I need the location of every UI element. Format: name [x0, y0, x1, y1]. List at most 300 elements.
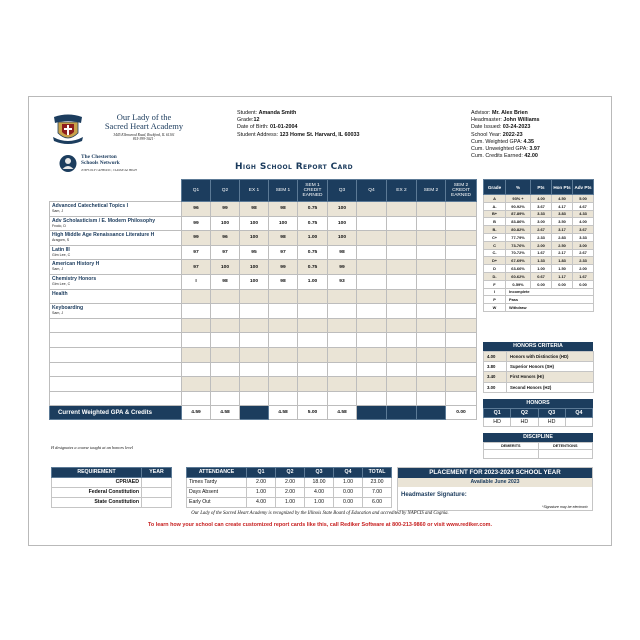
scale-row	[484, 249, 594, 257]
gpa-cell: 4.58	[211, 406, 240, 420]
grade-cell	[357, 347, 387, 362]
grade-cell: 93	[328, 274, 357, 289]
grade-cell	[211, 347, 240, 362]
code-row	[484, 304, 594, 312]
grade-cell	[357, 245, 387, 260]
code-row	[484, 296, 594, 304]
grades-col-header: SEM 1	[269, 180, 298, 202]
attendance-header: ATTENDANCE	[187, 468, 247, 478]
attendance-header: Q3	[305, 468, 334, 478]
scale-cell: 60-62%	[506, 272, 531, 280]
scale-cell: 2.33	[573, 257, 594, 265]
grade-cell	[446, 391, 477, 406]
scale-cell: B	[484, 218, 506, 226]
grade-cell	[211, 391, 240, 406]
grade-cell: 99	[211, 202, 240, 217]
grade-cell	[446, 245, 477, 260]
scale-cell: 3.83	[552, 210, 573, 218]
discipline-box	[483, 433, 593, 459]
grade-cell	[269, 318, 298, 333]
grade-cell: 98	[211, 274, 240, 289]
scale-header: Grade	[484, 180, 506, 195]
grade-cell	[298, 318, 328, 333]
course-row	[50, 289, 477, 304]
course-cell	[50, 202, 182, 217]
gpa-label: Current Weighted GPA & Credits	[50, 406, 182, 420]
gpa-cell	[387, 406, 417, 420]
course-cell	[50, 289, 182, 304]
code-letter: P	[484, 296, 506, 304]
course-name	[52, 333, 181, 334]
code-letter: W	[484, 304, 506, 312]
attendance-cell: 2.00	[276, 487, 305, 497]
course-cell	[50, 304, 182, 319]
grade-cell	[328, 377, 357, 392]
grade-cell	[269, 362, 298, 377]
course-name: Keyboarding	[52, 305, 84, 312]
scale-row	[484, 280, 594, 288]
attendance-cell: 0.00	[334, 487, 363, 497]
grade-cell	[446, 304, 477, 319]
grades-col-header: Q2	[211, 180, 240, 202]
attendance-cell: 6.00	[363, 497, 392, 507]
grade-cell	[240, 391, 269, 406]
scale-cell: 2.67	[573, 249, 594, 257]
scale-row	[484, 241, 594, 249]
grade-cell	[417, 304, 446, 319]
grade-cell	[387, 260, 417, 275]
course-row	[50, 260, 477, 275]
grade-cell: 99	[182, 216, 211, 231]
grade-cell	[240, 333, 269, 348]
grade-cell	[357, 377, 387, 392]
requirement-row	[52, 477, 172, 487]
grade-cell	[357, 260, 387, 275]
scale-cell: C+	[484, 233, 506, 241]
grade-cell	[357, 289, 387, 304]
scale-cell: 1.00	[531, 265, 552, 273]
scale-cell: 90-92%	[506, 202, 531, 210]
requirement-name: State Constitution	[52, 497, 142, 507]
placement-status: Available June 2023	[398, 478, 592, 487]
grade-cell	[211, 304, 240, 319]
grade-cell	[417, 216, 446, 231]
requirements-table	[51, 467, 172, 508]
scale-cell: 3.67	[573, 226, 594, 234]
scale-row	[484, 210, 594, 218]
grade-cell	[240, 362, 269, 377]
scale-cell: 77-79%	[506, 233, 531, 241]
grade-cell	[182, 362, 211, 377]
grade-cell	[182, 391, 211, 406]
requirement-name: Federal Constitution	[52, 487, 142, 497]
scale-header: Pts	[531, 180, 552, 195]
course-cell	[50, 347, 182, 362]
grade-cell	[328, 333, 357, 348]
attendance-header: Q2	[276, 468, 305, 478]
scale-cell: 1.67	[531, 249, 552, 257]
grade-cell	[298, 391, 328, 406]
attendance-cell: 23.00	[363, 477, 392, 487]
gpa-cell	[417, 406, 446, 420]
requirements-header: YEAR	[142, 468, 172, 478]
grade-cell	[417, 391, 446, 406]
honors-q-header: Q2	[511, 408, 538, 417]
grade-cell	[269, 347, 298, 362]
grade-cell	[387, 231, 417, 246]
grade-cell	[387, 216, 417, 231]
grade-cell	[298, 333, 328, 348]
grade-scale-table	[483, 179, 594, 312]
honors-q-value: HD	[511, 417, 538, 426]
scale-cell: 2.17	[552, 249, 573, 257]
grade-cell	[387, 274, 417, 289]
scale-cell: 3.50	[552, 218, 573, 226]
honors-desc: First Honors (HI)	[507, 372, 594, 382]
grade-cell	[446, 362, 477, 377]
grade-cell	[357, 231, 387, 246]
grades-table	[49, 179, 477, 420]
grade-cell	[417, 362, 446, 377]
scale-row	[484, 272, 594, 280]
scale-cell: 0.00	[552, 280, 573, 288]
grade-cell	[211, 362, 240, 377]
honors-desc: Second Honors (H2)	[507, 382, 594, 392]
grade-cell: 98	[269, 231, 298, 246]
grade-cell: 99	[182, 231, 211, 246]
grade-cell: 100	[240, 260, 269, 275]
grades-col-header: Q4	[357, 180, 387, 202]
code-meaning: Incomplete	[506, 288, 594, 296]
scale-cell: F	[484, 280, 506, 288]
attendance-cell: 1.00	[247, 487, 276, 497]
attendance-header-row	[187, 468, 392, 478]
honors-gpa: 3.80	[484, 361, 507, 371]
course-name: Adv Scholasticism / E. Modern Philosophy	[52, 217, 156, 224]
gpa-cell: 0.00	[446, 406, 477, 420]
course-name	[52, 377, 181, 378]
scale-cell: 1.67	[573, 272, 594, 280]
school-name: Our Lady of the Sacred Heart Academy	[104, 112, 184, 131]
scale-cell: C-	[484, 249, 506, 257]
scale-cell: 2.33	[531, 233, 552, 241]
scale-row	[484, 195, 594, 203]
attendance-row	[187, 497, 392, 507]
grade-cell	[446, 231, 477, 246]
grade-cell	[357, 391, 387, 406]
grade-cell	[211, 289, 240, 304]
scale-cell: 0.67	[531, 272, 552, 280]
grade-cell	[328, 347, 357, 362]
placement-title: PLACEMENT FOR 2023-2024 SCHOOL YEAR	[398, 468, 592, 478]
teacher-name: Aragorn, S	[52, 238, 70, 243]
course-cell	[50, 231, 182, 246]
honors-desc: Superior Honors (SH)	[507, 361, 594, 371]
grade-cell: 98	[328, 245, 357, 260]
scale-cell: 3.00	[573, 241, 594, 249]
grade-cell	[417, 245, 446, 260]
grade-cell	[298, 304, 328, 319]
grade-cell	[240, 377, 269, 392]
grade-cell	[357, 362, 387, 377]
scale-cell: 4.33	[573, 210, 594, 218]
scale-cell: A-	[484, 202, 506, 210]
grade-cell	[182, 289, 211, 304]
course-row	[50, 216, 477, 231]
attendance-header: Q4	[334, 468, 363, 478]
attendance-cell: 4.00	[305, 487, 334, 497]
requirement-year	[142, 487, 172, 497]
grade-cell: 100	[240, 274, 269, 289]
promo-footer[interactable]: To learn how your school can create customized report cards like this, call Rediker Software at 800-213-9860 or visit www.rediker.com.	[148, 522, 492, 528]
grade-cell	[298, 347, 328, 362]
grade-cell	[240, 347, 269, 362]
grade-cell	[387, 333, 417, 348]
honors-gpa: 4.00	[484, 351, 507, 361]
scale-cell: 3.00	[531, 218, 552, 226]
discipline-values-row	[484, 449, 593, 458]
scale-cell: 1.17	[552, 272, 573, 280]
grade-cell: 97	[269, 245, 298, 260]
staff-info: Advisor: Mr. Alex Brien Headmaster: John Williams Date Issued: 03-24-2023 School Year: 2022-23 Cum. Weighted GPA: 4.35 Cum. Unweighted GPA: 3.97 Cum. Credits Earned: 42.00	[471, 110, 540, 160]
grade-cell	[446, 333, 477, 348]
attendance-label: Days Absent	[187, 487, 247, 497]
scale-cell: 70-72%	[506, 249, 531, 257]
course-cell	[50, 333, 182, 348]
grade-cell	[387, 391, 417, 406]
grades-header-blank	[50, 180, 182, 202]
grade-cell: 100	[328, 231, 357, 246]
grade-cell	[387, 304, 417, 319]
grade-cell: 98	[240, 202, 269, 217]
scale-cell: C	[484, 241, 506, 249]
scale-cell: 0-59%	[506, 280, 531, 288]
scale-cell: A	[484, 195, 506, 203]
grade-cell	[387, 362, 417, 377]
grade-cell	[328, 289, 357, 304]
grade-cell: 99	[328, 260, 357, 275]
grade-cell: 0.75	[298, 216, 328, 231]
grade-cell	[446, 347, 477, 362]
school-crest-icon	[51, 113, 85, 145]
grade-cell	[182, 347, 211, 362]
requirement-year	[142, 497, 172, 507]
student-info: Student: Amanda Smith Grade:12 Date of Birth: 01-01-2004 Student Address: 123 Home St. Harvard, IL 60033	[237, 110, 360, 138]
grade-cell	[357, 318, 387, 333]
course-name: High Middle Age Renaissance Literature H	[52, 232, 155, 239]
discipline-header: DEMERITS	[484, 442, 539, 449]
code-letter: I	[484, 288, 506, 296]
grade-cell	[417, 347, 446, 362]
requirement-row	[52, 497, 172, 507]
course-row	[50, 391, 477, 406]
course-name: American History H	[52, 261, 100, 268]
honors-q-header-row	[484, 408, 593, 417]
scale-cell: 4.17	[552, 202, 573, 210]
grade-cell	[417, 231, 446, 246]
scale-cell: D+	[484, 257, 506, 265]
grade-cell	[182, 333, 211, 348]
course-cell	[50, 274, 182, 289]
grades-col-header: SEM 2 CREDIT EARNED	[446, 180, 477, 202]
honors-q-values-row	[484, 417, 593, 426]
signature-label: Headmaster Signature:	[401, 492, 467, 498]
scale-cell: 73-76%	[506, 241, 531, 249]
grade-cell	[446, 318, 477, 333]
gpa-cell	[357, 406, 387, 420]
honors-q-value: HD	[484, 417, 511, 426]
grades-col-header: Q3	[328, 180, 357, 202]
grade-cell	[211, 318, 240, 333]
grade-cell	[269, 304, 298, 319]
honors-criteria-row	[484, 351, 594, 361]
scale-cell: 4.00	[573, 218, 594, 226]
scale-cell: 2.83	[552, 233, 573, 241]
discipline-value	[538, 449, 593, 458]
course-row	[50, 318, 477, 333]
scale-cell: 4.50	[552, 195, 573, 203]
scale-cell: 67-69%	[506, 257, 531, 265]
grade-cell: 100	[240, 216, 269, 231]
discipline-header-row	[484, 442, 593, 449]
honors-q-header: Q3	[538, 408, 565, 417]
scale-cell: 3.67	[531, 202, 552, 210]
grade-cell	[417, 274, 446, 289]
course-cell	[50, 318, 182, 333]
grade-cell	[417, 202, 446, 217]
teacher-name: Sam, J	[52, 267, 64, 272]
grade-cell: 97	[211, 245, 240, 260]
gpa-row	[50, 406, 477, 420]
course-name	[52, 392, 181, 393]
gpa-cell: 4.58	[328, 406, 357, 420]
teacher-name: Frodo, D	[52, 223, 66, 228]
grade-cell	[387, 289, 417, 304]
accreditation-footer: Our Lady of the Sacred Heart Academy is recognized by the Illinois State Board of Education and accredited by NAPCIS and Cognia.	[191, 511, 449, 516]
grade-cell: 100	[328, 216, 357, 231]
grade-cell	[211, 377, 240, 392]
grade-cell	[269, 333, 298, 348]
scale-cell: 2.00	[531, 241, 552, 249]
teacher-name: Sam, J	[52, 311, 64, 316]
grade-cell	[446, 377, 477, 392]
scale-row	[484, 218, 594, 226]
attendance-cell: 18.00	[305, 477, 334, 487]
course-name	[52, 319, 181, 320]
course-row	[50, 333, 477, 348]
grade-cell	[182, 377, 211, 392]
grade-cell	[269, 289, 298, 304]
grade-cell	[269, 377, 298, 392]
scale-cell: 2.67	[531, 226, 552, 234]
scale-cell: 0.00	[531, 280, 552, 288]
grade-cell: 100	[269, 216, 298, 231]
scale-row	[484, 202, 594, 210]
attendance-table	[186, 467, 392, 508]
grade-cell: 0.75	[298, 260, 328, 275]
attendance-cell: 2.00	[276, 477, 305, 487]
grades-col-header: EX 2	[387, 180, 417, 202]
code-meaning: Withdraw	[506, 304, 594, 312]
grade-cell	[328, 391, 357, 406]
grade-cell	[357, 216, 387, 231]
grade-cell: 1.00	[298, 231, 328, 246]
grade-cell: 100	[211, 260, 240, 275]
scale-cell: 3.17	[552, 226, 573, 234]
code-meaning: Pass	[506, 296, 594, 304]
honors-q-value	[565, 417, 592, 426]
course-name: Latin III	[52, 246, 70, 253]
grade-cell: 1.00	[298, 274, 328, 289]
requirement-year	[142, 477, 172, 487]
scale-cell: 3.33	[531, 210, 552, 218]
network-name: The Chesterton Schools Network JOYFULLY CATHOLIC, CLASSICAL HIGH	[81, 154, 137, 173]
teacher-name: Sam, J	[52, 209, 64, 213]
grade-cell: 0.75	[298, 245, 328, 260]
requirement-name: CPR/AED	[52, 477, 142, 487]
course-cell	[50, 391, 182, 406]
attendance-cell: 0.00	[334, 497, 363, 507]
grade-cell	[446, 289, 477, 304]
course-row	[50, 245, 477, 260]
scale-cell: 2.00	[573, 265, 594, 273]
grade-cell	[357, 333, 387, 348]
grade-cell	[417, 289, 446, 304]
grade-cell: 0.75	[298, 202, 328, 217]
gpa-cell: 4.58	[269, 406, 298, 420]
grade-cell	[328, 304, 357, 319]
attendance-label: Times Tardy	[187, 477, 247, 487]
requirements-header: REQUIREMENT	[52, 468, 142, 478]
chesterton-logo-icon	[59, 154, 77, 173]
scale-cell: 5.00	[573, 195, 594, 203]
grade-cell	[446, 202, 477, 217]
scale-cell: 1.33	[531, 257, 552, 265]
honors-desc: Honors with Distinction (HD)	[507, 351, 594, 361]
course-cell	[50, 362, 182, 377]
attendance-row	[187, 477, 392, 487]
grade-cell: 96	[182, 202, 211, 217]
course-row	[50, 362, 477, 377]
grade-cell	[328, 318, 357, 333]
report-title: High School Report Card	[235, 162, 354, 172]
grade-cell	[211, 333, 240, 348]
gpa-cell: 4.59	[182, 406, 211, 420]
honors-q-header: Q4	[565, 408, 592, 417]
scale-header: Hon Pts	[552, 180, 573, 195]
scale-cell: B-	[484, 226, 506, 234]
course-row	[50, 231, 477, 246]
grade-cell	[446, 260, 477, 275]
attendance-cell: 4.00	[247, 497, 276, 507]
grade-cell	[417, 377, 446, 392]
gpa-cell	[240, 406, 269, 420]
attendance-cell: 2.00	[247, 477, 276, 487]
grade-cell	[328, 362, 357, 377]
grades-col-header: SEM 2	[417, 180, 446, 202]
course-row	[50, 202, 477, 217]
scale-cell: D	[484, 265, 506, 273]
grades-col-header: EX 1	[240, 180, 269, 202]
honors-criteria-row	[484, 372, 594, 382]
discipline-value	[484, 449, 539, 458]
grade-cell: 97	[182, 245, 211, 260]
scale-row	[484, 257, 594, 265]
grade-cell	[387, 347, 417, 362]
honors-criteria	[483, 342, 593, 393]
honors-title: HONORS	[483, 399, 593, 408]
code-row	[484, 288, 594, 296]
